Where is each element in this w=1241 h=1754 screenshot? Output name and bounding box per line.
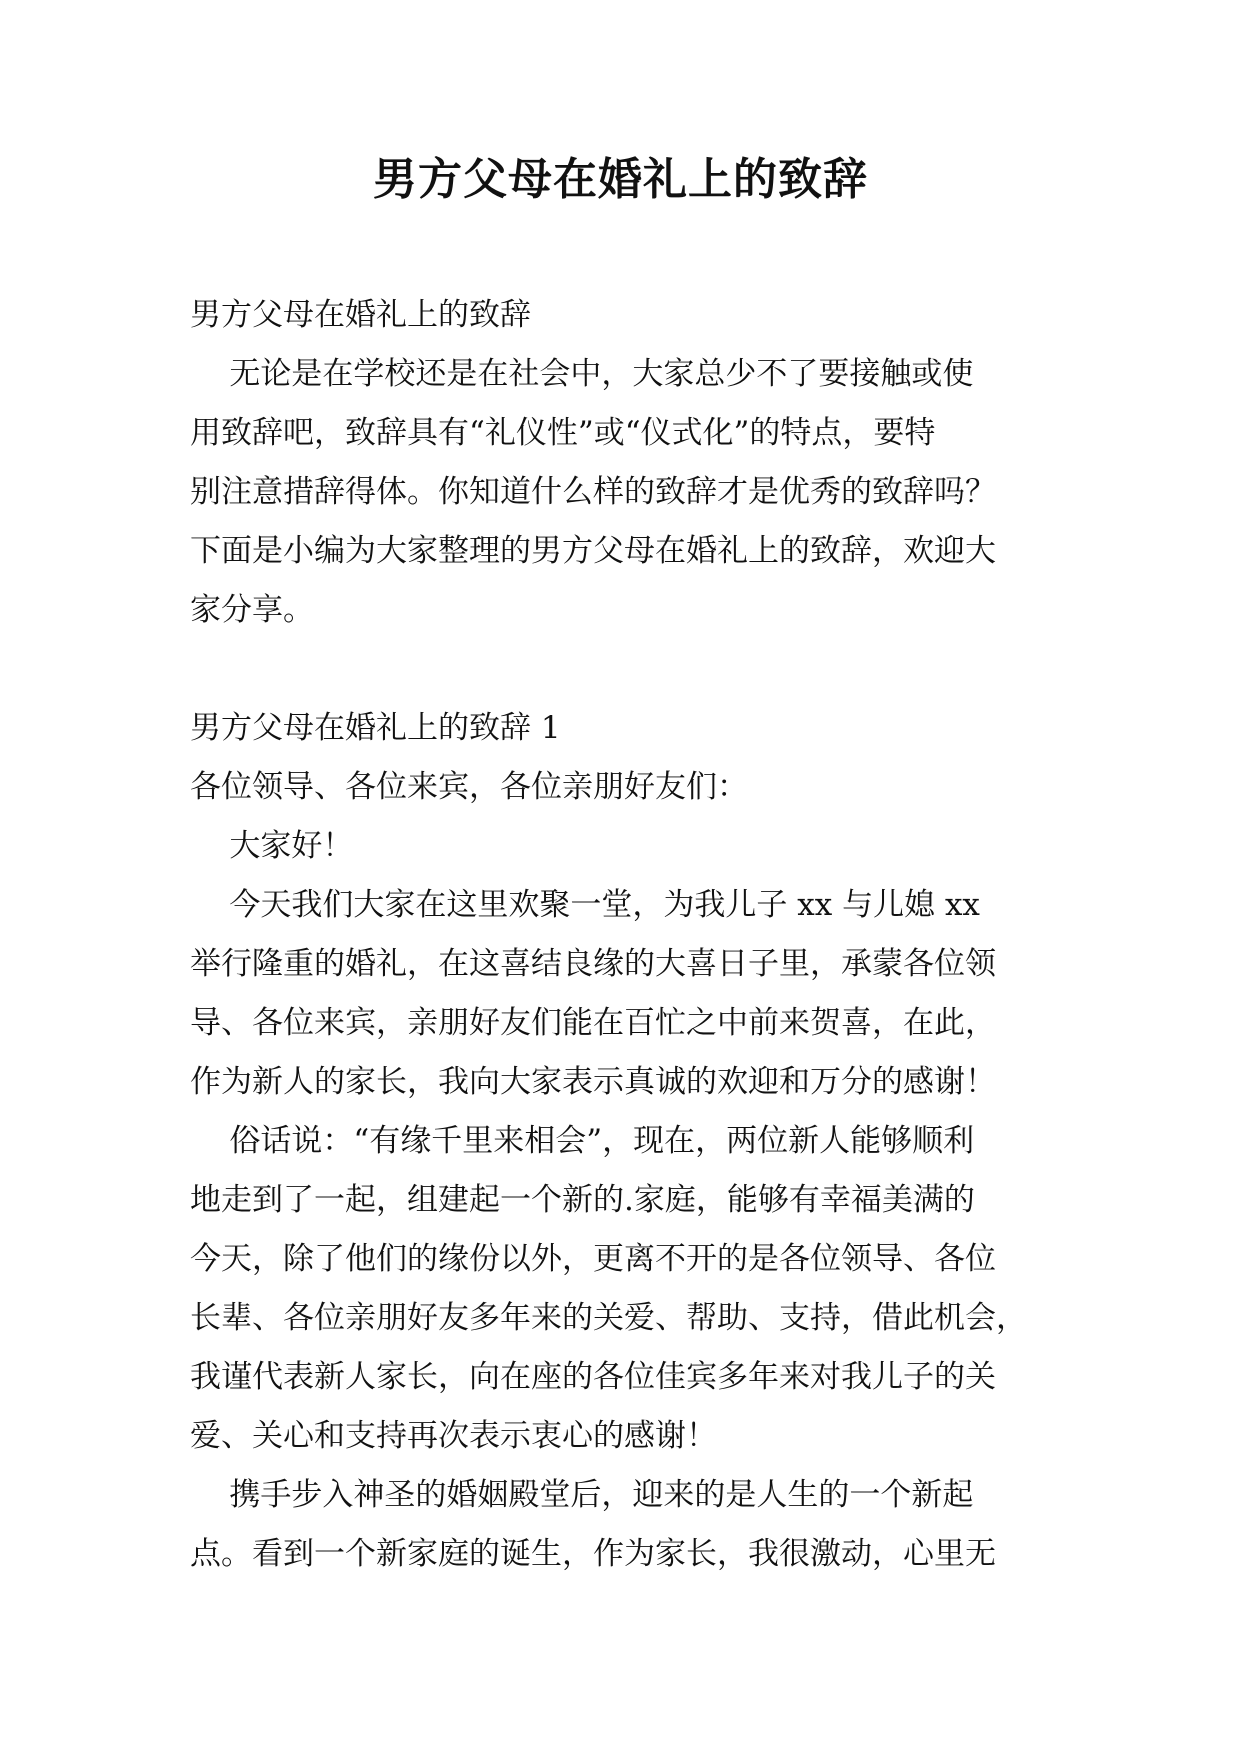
speech-line-2: 举行隆重的婚礼，在这喜结良缘的大喜日子里，承蒙各位领	[190, 946, 996, 982]
intro-line-1: 无论是在学校还是在社会中，大家总少不了要接触或使	[190, 356, 974, 392]
speech-line-10: 爱、关心和支持再次表示衷心的感谢！	[190, 1418, 717, 1454]
speech-line-8: 长辈、各位亲朋好友多年来的关爱、帮助、支持，借此机会，	[190, 1300, 1027, 1336]
salutation-line: 各位领导、各位来宾，各位亲朋好友们：	[190, 769, 748, 805]
speech-line-11: 携手步入神圣的婚姻殿堂后，迎来的是人生的一个新起	[190, 1477, 974, 1513]
intro-line-5: 家分享。	[190, 592, 314, 628]
intro-line-3: 别注意措辞得体。你知道什么样的致辞才是优秀的致辞吗？	[190, 474, 996, 510]
speech-line-12: 点。看到一个新家庭的诞生，作为家长，我很激动，心里无	[190, 1536, 996, 1572]
intro-line-4: 下面是小编为大家整理的男方父母在婚礼上的致辞，欢迎大	[190, 533, 996, 569]
speech-line-4: 作为新人的家长，我向大家表示真诚的欢迎和万分的感谢！	[190, 1064, 996, 1100]
section-heading: 男方父母在婚礼上的致辞 1	[190, 710, 561, 746]
intro-line-2: 用致辞吧，致辞具有“礼仪性”或“仪式化”的特点，要特	[190, 415, 936, 451]
section-spacer	[190, 640, 1065, 699]
speech-line-5: 俗话说：“有缘千里来相会”，现在，两位新人能够顺利	[190, 1123, 975, 1159]
intro-heading: 男方父母在婚礼上的致辞	[190, 297, 531, 333]
speech-line-9: 我谨代表新人家长，向在座的各位佳宾多年来对我儿子的关	[190, 1359, 996, 1395]
speech-line-1: 今天我们大家在这里欢聚一堂，为我儿子 xx 与儿媳 xx	[190, 887, 980, 923]
greeting-line: 大家好！	[190, 828, 354, 864]
speech-line-3: 导、各位来宾，亲朋好友们能在百忙之中前来贺喜，在此，	[190, 1005, 996, 1041]
speech-line-7: 今天，除了他们的缘份以外，更离不开的是各位领导、各位	[190, 1241, 996, 1277]
document-body	[190, 286, 1065, 1584]
speech-line-6: 地走到了一起，组建起一个新的.家庭，能够有幸福美满的	[190, 1182, 975, 1218]
document-title: 男方父母在婚礼上的致辞	[373, 154, 868, 205]
